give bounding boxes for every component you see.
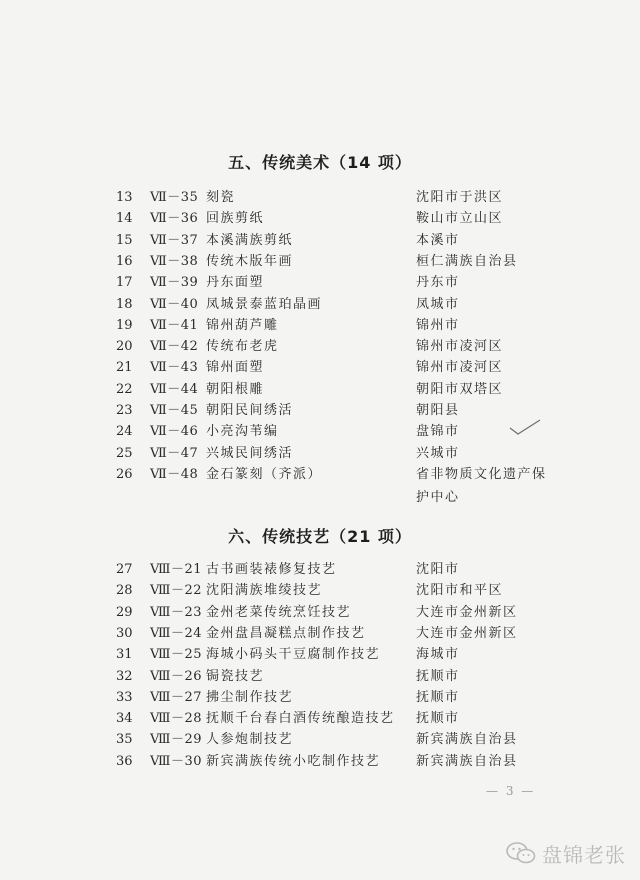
item-code: Ⅶ－46 (150, 424, 199, 440)
item-code: Ⅷ－27 (150, 689, 203, 705)
item-number: 13 (116, 190, 133, 205)
item-code: Ⅷ－25 (150, 647, 203, 663)
section-title-traditional-craft: 六、传统技艺（21 项） (228, 527, 412, 546)
item-name: 小亮沟苇编 (206, 424, 279, 440)
item-code: Ⅶ－40 (150, 296, 199, 312)
item-number: 32 (116, 668, 133, 684)
item-name: 丹东面塑 (206, 275, 265, 291)
item-name: 沈阳满族堆绫技艺 (206, 583, 323, 599)
item-code: Ⅷ－24 (150, 625, 203, 641)
item-location: 沈阳市 (416, 562, 460, 577)
item-code: Ⅶ－45 (150, 403, 199, 418)
item-name: 兴城民间绣活 (206, 445, 294, 461)
item-name: 朝阳民间绣活 (206, 403, 294, 418)
item-name: 人参炮制技艺 (206, 732, 294, 748)
item-name: 金石篆刻（齐派） (206, 466, 323, 482)
item-number: 21 (116, 360, 133, 376)
item-location: 朝阳市双塔区 (416, 381, 504, 397)
list-item (0, 709, 640, 729)
item-name: 传统布老虎 (206, 339, 279, 355)
item-name: 抚顺千台春白酒传统酿造技艺 (206, 711, 395, 727)
item-location: 锦州市凌河区 (416, 339, 504, 355)
item-name: 古书画装裱修复技艺 (206, 562, 337, 577)
list-item (0, 380, 640, 400)
item-name: 新宾满族传统小吃制作技艺 (206, 753, 381, 769)
item-location: 兴城市 (416, 445, 460, 461)
watermark (506, 838, 626, 868)
item-location: 抚顺市 (416, 668, 460, 684)
item-number: 31 (116, 647, 133, 663)
watermark-text: 盘锦老张 (542, 842, 626, 867)
list-item (0, 603, 640, 623)
item-code: Ⅷ－26 (150, 668, 203, 684)
item-code: Ⅷ－28 (150, 711, 203, 727)
list-item (0, 337, 640, 357)
item-name: 金州盘昌凝糕点制作技艺 (206, 625, 366, 641)
item-number: 25 (116, 445, 133, 461)
item-code: Ⅶ－36 (150, 211, 199, 227)
item-name: 朝阳根雕 (206, 381, 265, 397)
item-number: 28 (116, 583, 133, 599)
item-name: 传统木版年画 (206, 253, 294, 269)
item-code: Ⅶ－48 (150, 466, 199, 482)
list-item (0, 295, 640, 315)
item-number: 17 (116, 275, 133, 291)
list-item (0, 752, 640, 772)
item-number: 16 (116, 253, 133, 269)
item-location: 大连市金州新区 (416, 625, 518, 641)
item-number: 20 (116, 339, 133, 355)
item-location: 本溪市 (416, 232, 460, 248)
list-item (0, 730, 640, 750)
item-code: Ⅶ－39 (150, 275, 199, 291)
item-number: 26 (116, 466, 133, 482)
item-code: Ⅶ－35 (150, 190, 199, 205)
item-location: 盘锦市 (416, 424, 460, 440)
list-item (0, 188, 640, 208)
item-name: 本溪满族剪纸 (206, 232, 294, 248)
item-number: 15 (116, 232, 133, 248)
item-code: Ⅶ－43 (150, 360, 199, 376)
item-code: Ⅶ－42 (150, 339, 199, 355)
item-name: 海城小码头干豆腐制作技艺 (206, 647, 381, 663)
item-number: 35 (116, 732, 133, 748)
list-item (0, 422, 640, 442)
item-name: 锔瓷技艺 (206, 668, 265, 684)
item-number: 22 (116, 381, 133, 397)
list-item (0, 316, 640, 336)
list-item (0, 581, 640, 601)
item-location-continued: 护中心 (416, 489, 460, 505)
item-number: 29 (116, 604, 133, 620)
item-number: 14 (116, 211, 133, 227)
item-name: 刻瓷 (206, 190, 236, 205)
item-number: 30 (116, 625, 133, 641)
item-location: 大连市金州新区 (416, 604, 518, 620)
item-number: 34 (116, 711, 133, 727)
list-item (0, 645, 640, 665)
item-number: 23 (116, 403, 133, 418)
item-location: 省非物质文化遗产保 (416, 466, 547, 482)
item-code: Ⅷ－29 (150, 732, 203, 748)
item-number: 27 (116, 562, 133, 577)
section-title-traditional-art: 五、传统美术（14 项） (228, 153, 412, 172)
list-item (0, 465, 640, 485)
item-location: 凤城市 (416, 296, 460, 312)
list-item (0, 624, 640, 644)
item-number: 36 (116, 753, 133, 769)
item-code: Ⅷ－30 (150, 753, 203, 769)
item-number: 33 (116, 689, 133, 705)
item-name: 凤城景泰蓝珀晶画 (206, 296, 323, 312)
page-number: — 3 — (486, 784, 536, 798)
list-item (0, 273, 640, 293)
check-mark-icon (508, 418, 542, 438)
item-name: 拂尘制作技艺 (206, 689, 294, 705)
list-item (0, 231, 640, 251)
item-code: Ⅶ－44 (150, 381, 199, 397)
item-location: 锦州市 (416, 317, 460, 333)
list-item (0, 667, 640, 687)
item-location: 新宾满族自治县 (416, 732, 518, 748)
item-code: Ⅷ－21 (150, 562, 203, 577)
list-item (0, 688, 640, 708)
item-code: Ⅶ－41 (150, 317, 199, 333)
item-number: 24 (116, 424, 133, 440)
list-item (0, 560, 640, 580)
item-code: Ⅷ－23 (150, 604, 203, 620)
item-name: 锦州葫芦雕 (206, 317, 279, 333)
item-location: 抚顺市 (416, 689, 460, 705)
item-code: Ⅶ－37 (150, 232, 199, 248)
item-location: 沈阳市于洪区 (416, 190, 504, 205)
item-number: 19 (116, 317, 133, 333)
item-location: 海城市 (416, 647, 460, 663)
wechat-icon (506, 841, 536, 865)
item-name: 回族剪纸 (206, 211, 265, 227)
list-item (0, 252, 640, 272)
item-code: Ⅷ－22 (150, 583, 203, 599)
item-code: Ⅶ－38 (150, 253, 199, 269)
item-location: 抚顺市 (416, 711, 460, 727)
item-location: 锦州市凌河区 (416, 360, 504, 376)
item-code: Ⅶ－47 (150, 445, 199, 461)
item-location: 新宾满族自治县 (416, 753, 518, 769)
list-item (0, 444, 640, 464)
item-name: 金州老菜传统烹饪技艺 (206, 604, 352, 620)
item-number: 18 (116, 296, 133, 312)
list-item (0, 209, 640, 229)
item-name: 锦州面塑 (206, 360, 265, 376)
item-location: 沈阳市和平区 (416, 583, 504, 599)
item-location: 朝阳县 (416, 403, 460, 418)
item-location: 丹东市 (416, 275, 460, 291)
list-item (0, 358, 640, 378)
item-location: 鞍山市立山区 (416, 211, 504, 227)
item-location: 桓仁满族自治县 (416, 253, 518, 269)
list-item (0, 401, 640, 421)
